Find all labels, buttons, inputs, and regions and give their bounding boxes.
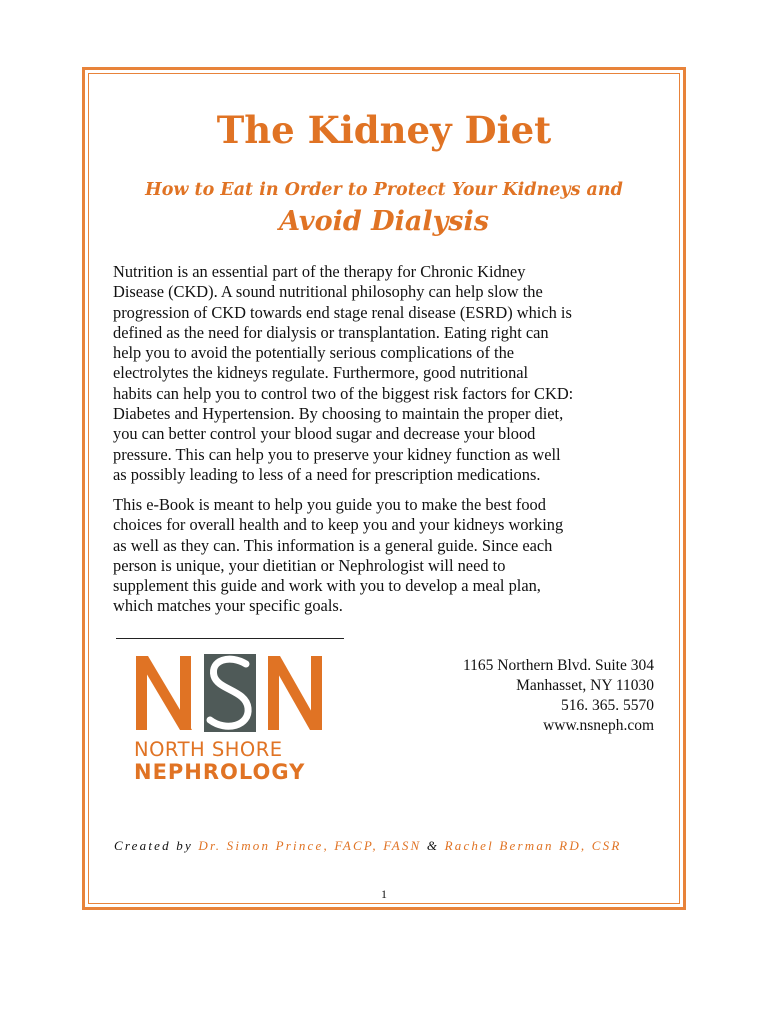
credits-prefix: Created by — [114, 838, 199, 853]
section-divider — [116, 638, 344, 639]
page-number: 1 — [381, 887, 387, 901]
author-credits — [114, 838, 674, 854]
address-city: Manhasset, NY 11030 — [516, 677, 654, 694]
address-phone: 516. 365. 5570 — [561, 697, 654, 714]
credits-connector: & — [421, 838, 445, 853]
credits-author-2: Rachel Berman RD, CSR — [444, 838, 622, 853]
document-subtitle: How to Eat in Order to Protect Your Kidneys and — [145, 180, 623, 200]
document-title: The Kidney Diet — [216, 108, 552, 152]
contact-address — [354, 656, 654, 736]
ebook-paragraph: This e-Book is meant to help you guide you to make the best food choices for overall health and to keep you and your kidneys working as well as they can. This information is a general guide. Since each person is unique, your dietitian or Nephrologist will need to supplement this guide and work with you to develop a meal plan, which matches your specific goals. — [113, 495, 564, 616]
address-street: 1165 Northern Blvd. Suite 304 — [462, 657, 654, 674]
logo-text-north-shore: NORTH SHORE — [134, 738, 283, 761]
document-subtitle-emphasis: Avoid Dialysis — [279, 206, 489, 237]
intro-paragraph: Nutrition is an essential part of the therapy for Chronic Kidney Disease (CKD). A sound nutritional philosophy can help slow the progression of CKD towards end stage renal disease (ESRD) which is defined as the need for dialysis or transplantation. Eating right can help you to avoid the potentially serious complications of the electrolytes the kidneys regulate. Furthermore, good nutritional habits can help you to control two of the biggest risk factors for CKD: Diabetes and Hypertension. By choosing to maintain the proper diet, you can better control your blood sugar and decrease your blood pressure. This can help you to preserve your kidney function as well as possibly leading to less of a need for prescription medications. — [113, 262, 574, 484]
nsn-logo-mark — [134, 650, 324, 736]
logo-text-nephrology: NEPHROLOGY — [134, 760, 306, 784]
address-website[interactable]: www.nsneph.com — [543, 717, 654, 734]
nsn-logo — [134, 650, 324, 790]
credits-author-1: Dr. Simon Prince, FACP, FASN — [198, 838, 422, 853]
